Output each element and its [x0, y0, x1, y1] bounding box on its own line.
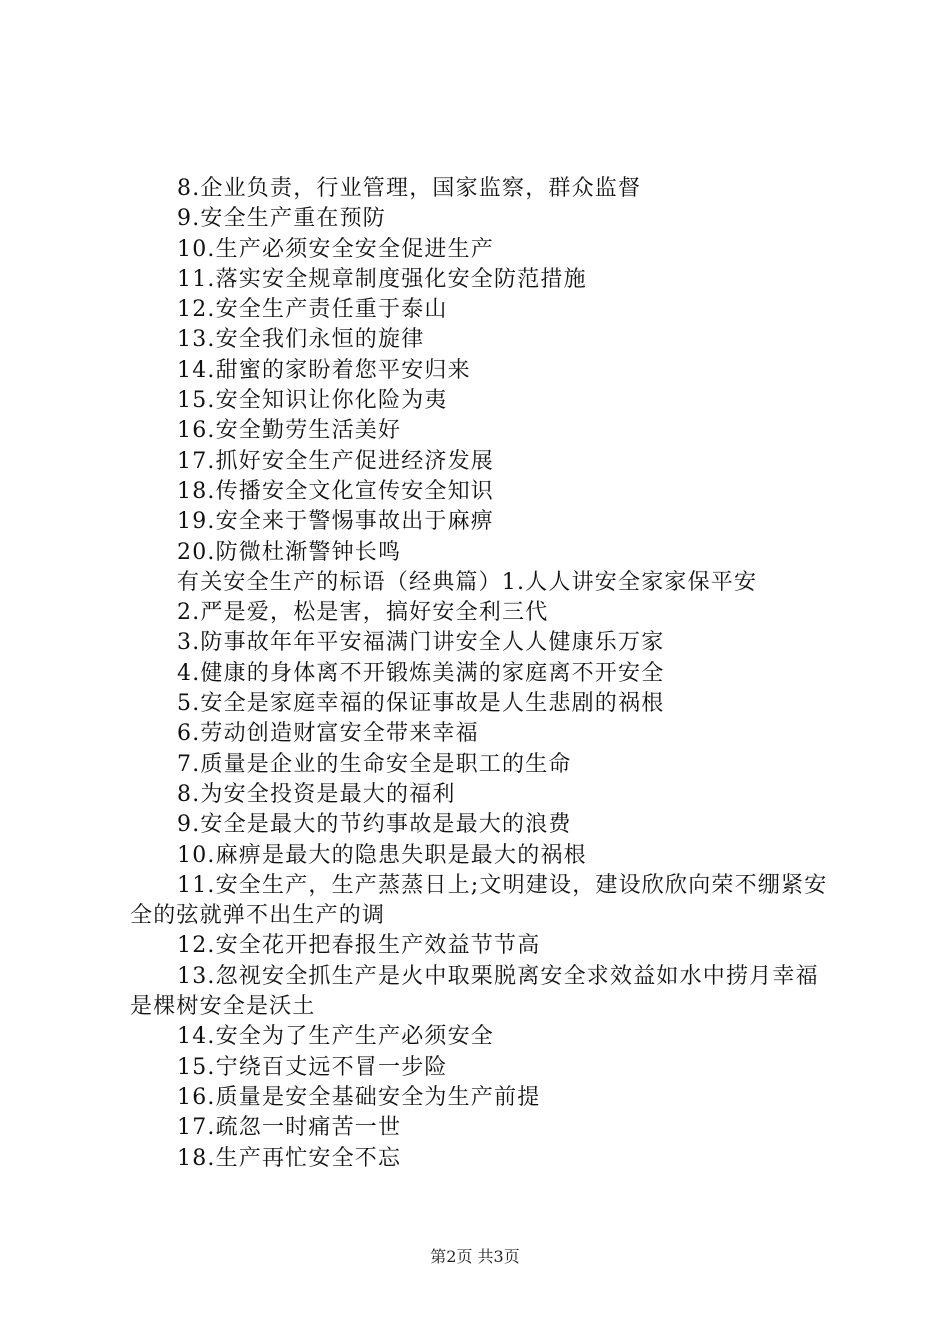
- list-item: 13.安全我们永恒的旋律: [177, 327, 425, 353]
- slogan-list: [130, 174, 830, 1174]
- list-item: 7.质量是企业的生命安全是职工的生命: [177, 751, 572, 777]
- list-item: 4.健康的身体离不开锻炼美满的家庭离不开安全: [177, 660, 665, 686]
- list-item: 10.生产必须安全安全促进生产: [177, 236, 494, 262]
- list-item: 15.安全知识让你化险为夷: [177, 388, 448, 414]
- list-item: 11.落实安全规章制度强化安全防范措施: [177, 266, 587, 292]
- list-item-wrapped: 13.忽视安全抓生产是火中取栗脱离安全求效益如水中捞月幸福是棵树安全是沃土: [130, 963, 819, 1020]
- section-heading-line: 有关安全生产的标语（经典篇）1.人人讲安全家家保平安: [177, 569, 758, 595]
- list-item: 17.疏忽一时痛苦一世: [177, 1115, 402, 1141]
- list-item-wrapped: 11.安全生产，生产蒸蒸日上;文明建设，建设欣欣向荣不绷紧安全的弦就弹不出生产的调: [130, 872, 828, 929]
- list-item: 12.安全花开把春报生产效益节节高: [177, 933, 541, 959]
- list-item: 17.抓好安全生产促进经济发展: [177, 448, 494, 474]
- list-item: 16.安全勤劳生活美好: [177, 418, 402, 444]
- list-item: 5.安全是家庭幸福的保证事故是人生悲剧的祸根: [177, 691, 665, 717]
- list-item: 6.劳动创造财富安全带来幸福: [177, 721, 479, 747]
- list-item: 9.安全是最大的节约事故是最大的浪费: [177, 812, 572, 838]
- list-item: 3.防事故年年平安福满门讲安全人人健康乐万家: [177, 630, 665, 656]
- page-footer: 第2页 共3页: [430, 1247, 520, 1266]
- list-item: 19.安全来于警惕事故出于麻痹: [177, 509, 494, 535]
- list-item: 14.甜蜜的家盼着您平安归来: [177, 357, 471, 383]
- list-item: 2.严是爱，松是害，搞好安全利三代: [177, 600, 549, 626]
- list-item: 14.安全为了生产生产必须安全: [177, 1024, 494, 1050]
- list-item: 20.防微杜渐警钟长鸣: [177, 539, 402, 565]
- list-item: 8.企业负责，行业管理，国家监察，群众监督: [177, 176, 642, 201]
- list-item: 18.传播安全文化宣传安全知识: [177, 478, 494, 504]
- list-item: 18.生产再忙安全不忘: [177, 1145, 402, 1171]
- list-item: 15.宁绕百丈远不冒一步险: [177, 1054, 448, 1080]
- list-item: 8.为安全投资是最大的福利: [177, 781, 456, 807]
- list-item: 16.质量是安全基础安全为生产前提: [177, 1084, 541, 1110]
- list-item: 10.麻痹是最大的隐患失职是最大的祸根: [177, 842, 587, 868]
- list-item: 9.安全生产重在预防: [177, 206, 386, 232]
- list-item: 12.安全生产责任重于泰山: [177, 297, 448, 323]
